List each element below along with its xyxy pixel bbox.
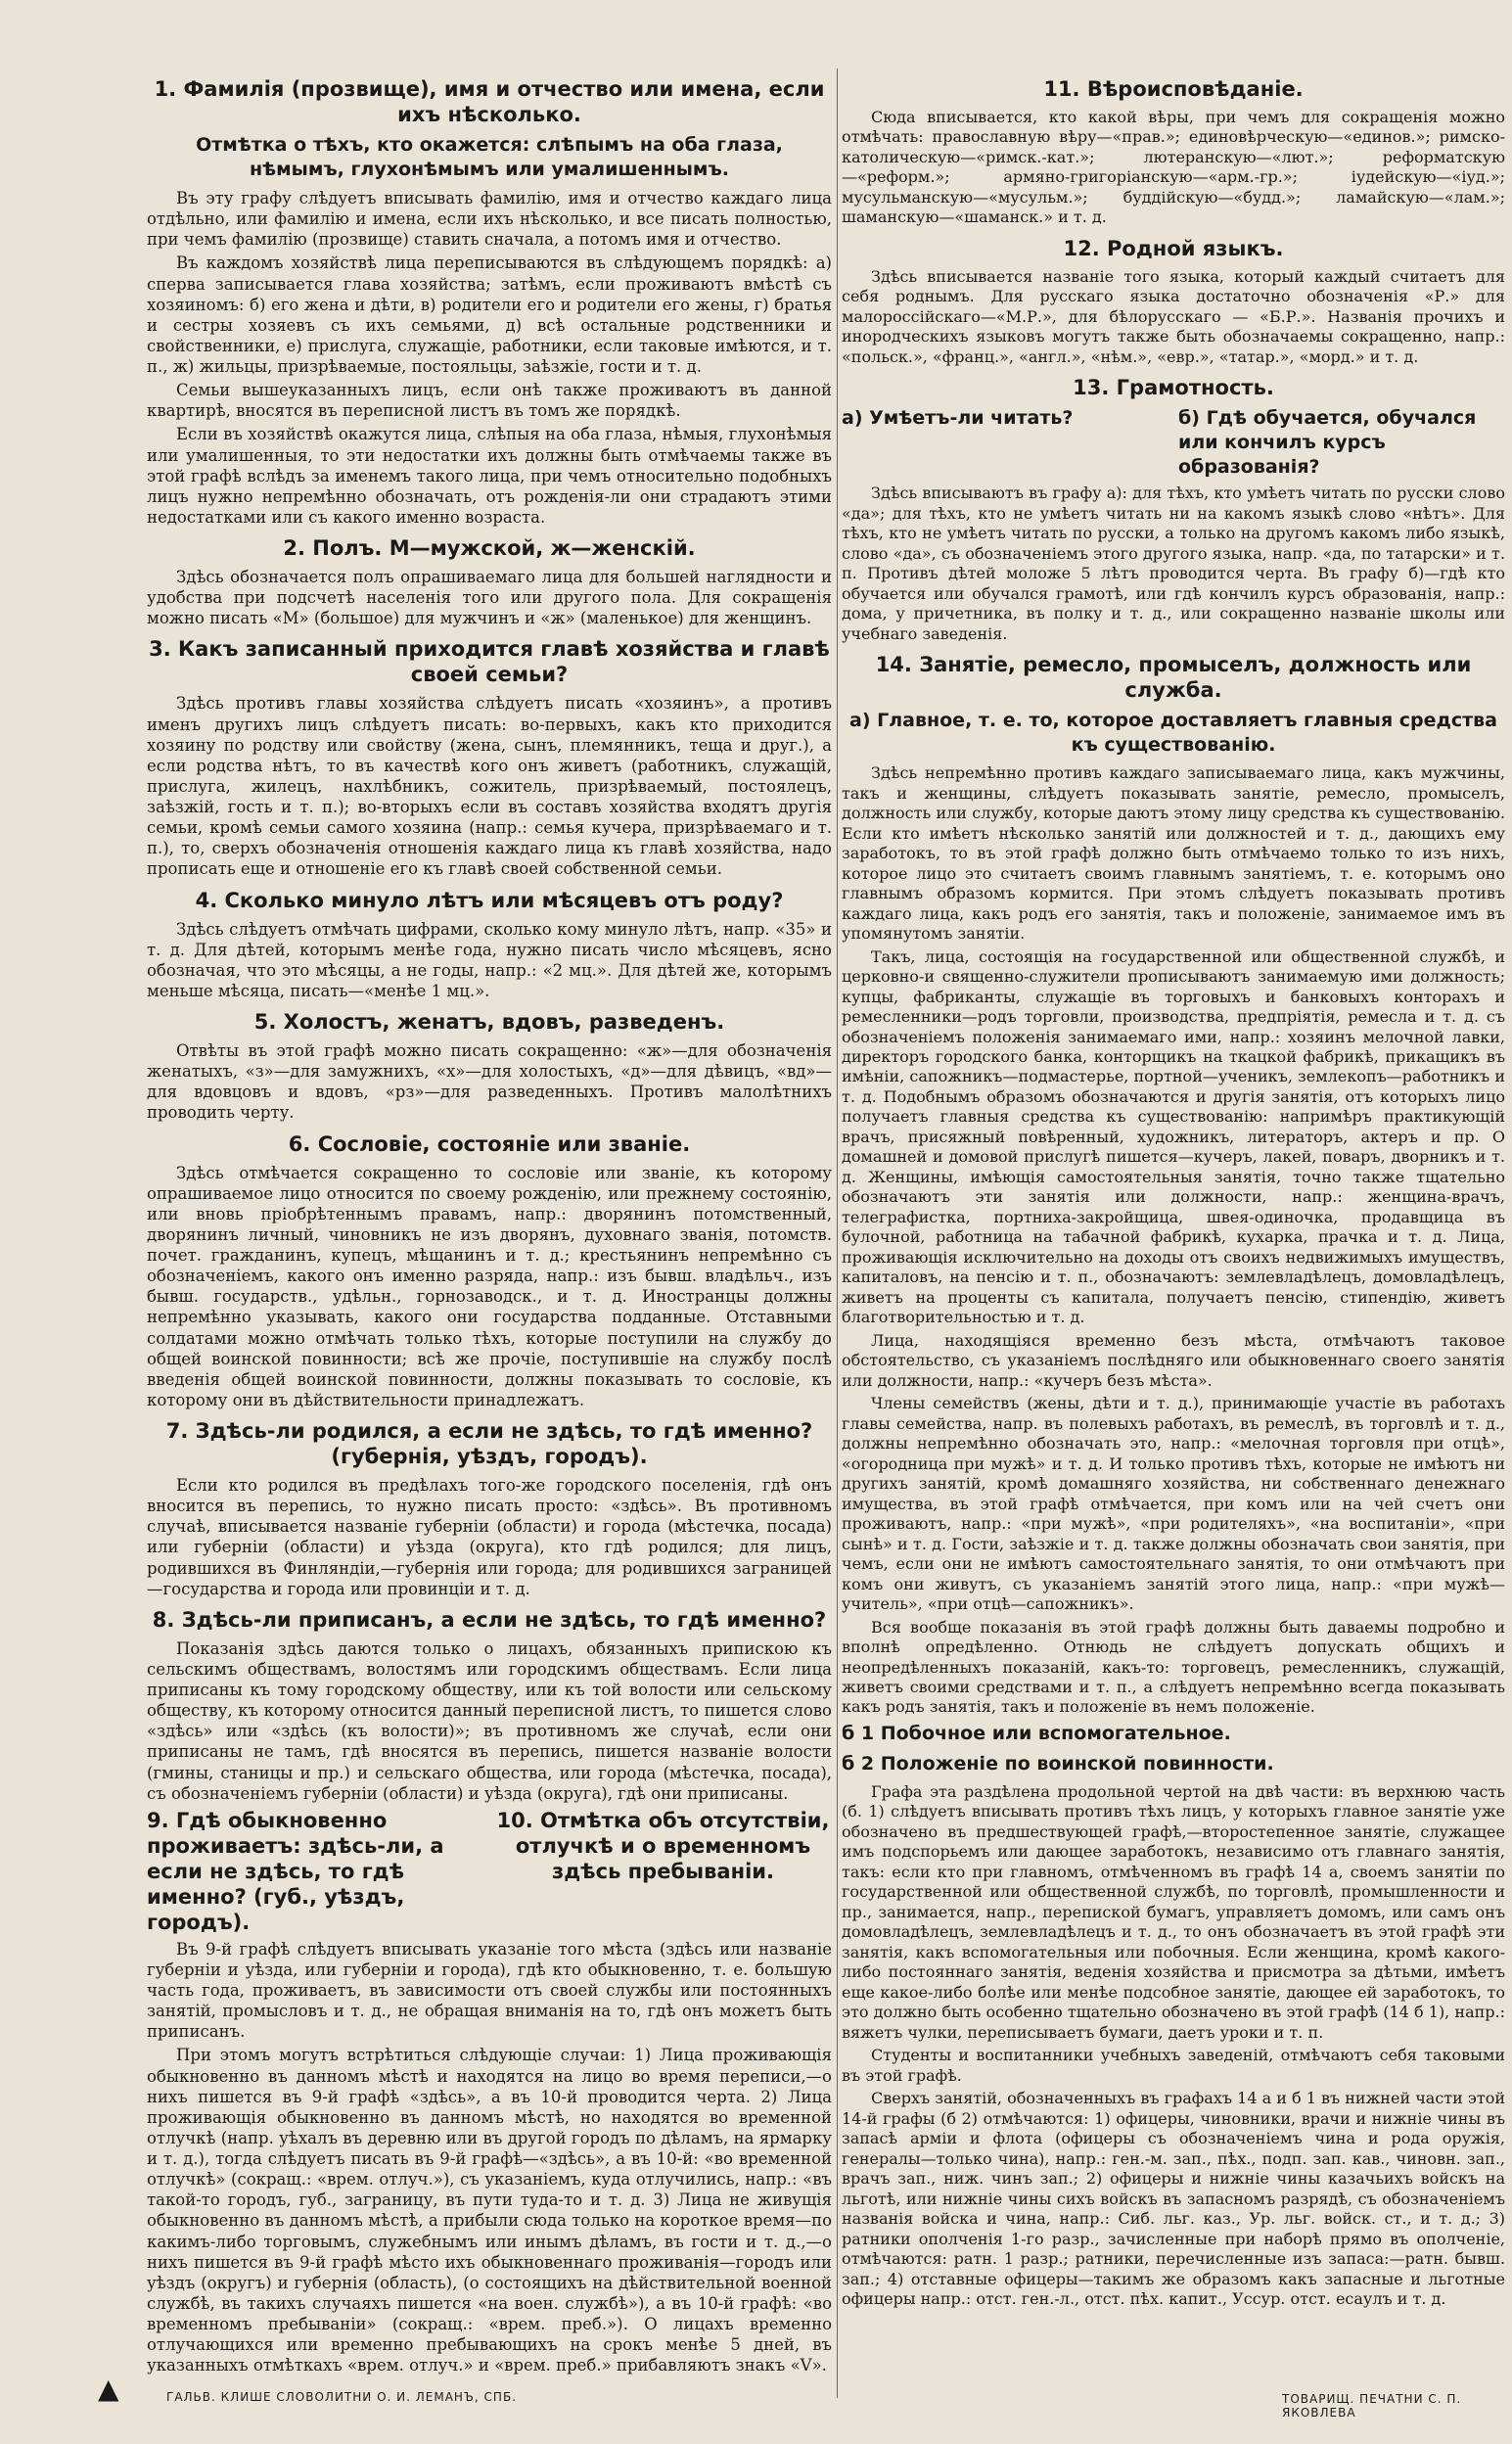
- section-14b1-title: б 1 Побочное или вспомогательное.: [842, 1722, 1231, 1744]
- printer-credit-right: ТОВАРИЩ. ПЕЧАТНИ С. П. ЯКОВЛЕВА: [1282, 2392, 1462, 2420]
- section-14a-title: а) Главное, т. е. то, которое доставляетъ главныя средства къ существованію.: [849, 710, 1497, 757]
- paragraph: Здѣсь непремѣнно противъ каждаго записываемаго лица, какъ мужчины, такъ и женщины, слѣдуетъ показывать занятіе, ремесло, промыселъ, должность или службу, которые даютъ этому лицу средства къ существованію. Если кто имѣетъ нѣсколько занятій или должностей и т. д., дающихъ ему заработокъ, то въ этой графѣ должно быть отмѣчаемо только то изъ нихъ, которое лицо это считаетъ своимъ главнымъ занятіемъ, т. е. которымъ оно главнымъ образомъ кормится. При этомъ слѣдуетъ показывать противъ каждаго лица, какъ родъ его занятія, такъ и положеніе, занимаемое имъ въ упомянутомъ занятіи.: [842, 763, 1505, 944]
- section-1-title: 1. Фамилія (прозвище), имя и отчество или имена, если ихъ нѣсколько.: [154, 77, 825, 126]
- paragraph: Отвѣты въ этой графѣ можно писать сокращенно: «ж»—для обозначенія женатыхъ, «з»—для замужнихъ, «х»—для холостыхъ, «д»—для дѣвицъ, «вд»—для вдовцовъ и вдовъ, «рз»—для разведенныхъ. Противъ малолѣтнихъ проводить черту.: [147, 1041, 832, 1123]
- paragraph: Сюда вписывается, кто какой вѣры, при чемъ для сокращенія можно отмѣчать: православную вѣру—«прав.»; единовѣрческую—«единов.»; римско-католическую—«римск.-кат.»; лютеранскую—«лют.»; реформатскую—«реформ.»; армяно-григоріанскую—«арм.-гр.»; іудейскую—«іуд.»; мусульманскую—«мусульм.»; буддійскую—«будд.»; ламайскую—«лам.»; шаманскую—«шаманск.» и т. д.: [842, 108, 1505, 227]
- paragraph: Сверхъ занятій, обозначенныхъ въ графахъ 14 а и б 1 въ нижней части этой 14-й графы (б 2) отмѣчаются: 1) офицеры, чиновники, врачи и нижніе чины въ запасѣ арміи и флота (офицеры съ обозначеніемъ чина и рода оружія, генералы—только чина), напр.: ген.-м. зап., пѣх., подп. зап. кав., чиновн. зап., врачъ зап., ниж. чинъ зап.; 2) офицеры и нижніе чины казачьихъ войскъ на льготѣ, или нижніе чины сихъ войскъ въ запасномъ разрядѣ, съ обозначеніемъ названія войска и чина, напр.: Сиб. льг. каз., Ур. льг. войск. ст., и т. д.; 3) ратники ополченія 1-го разр., зачисленные при наборѣ прямо въ ополченіе, отмѣчаются: ратн. 1 разр.; ратники, перечисленные изъ запаса:—ратн. бывш. зап.; 4) отставные офицеры—такимъ же образомъ какъ запасные и льготные офицеры напр.: отст. ген.-л., отст. пѣх. капит., Уссур. отст. есаулъ и т. д.: [842, 2089, 1505, 2309]
- paragraph: Въ каждомъ хозяйствѣ лица переписываются въ слѣдующемъ порядкѣ: а) сперва записывается глава хозяйства; затѣмъ, если проживаютъ вмѣстѣ съ хозяиномъ: б) его жена и дѣти, в) родители его и родители его жены, г) братья и сестры хозяевъ съ ихъ семьями, д) всѣ остальные родственники и свойственники, е) прислуга, служащіе, работники, если таковые имѣются, и т. п., ж) жильцы, призрѣваемые, постояльцы, заѣзжіе, гости и т. д.: [147, 254, 832, 376]
- section-13-title: 13. Грамотность.: [1073, 376, 1274, 400]
- paragraph: Показанія здѣсь даются только о лицахъ, обязанныхъ припискою къ сельскимъ обществамъ, волостямъ или городскимъ обществамъ. Если лица приписаны къ тому городскому обществу, или къ той волости или сельскому обществу, къ которому относится данный переписной листъ, то пишется слово «здѣсь» или «здѣсь (къ волости)»; въ противномъ же случаѣ, если они приписаны не тамъ, гдѣ вносятся въ перепись, пишется названіе волости (гмины, станицы и пр.) и сельскаго общества, или города (мѣстечка, посада), съ обозначеніемъ губерніи (области) и уѣзда (округа), гдѣ они приписаны.: [147, 1638, 832, 1803]
- section-1-subtitle: Отмѣтка о тѣхъ, кто окажется: слѣпымъ на оба глаза, нѣмымъ, глухонѣмымъ или умалишеннымъ.: [196, 134, 783, 180]
- section-6-title: 6. Сословіе, состояніе или званіе.: [288, 1131, 691, 1156]
- paragraph: Студенты и воспитанники учебныхъ заведеній, отмѣчаютъ себя таковыми въ этой графѣ.: [842, 2046, 1505, 2085]
- section-13b-title: б) Гдѣ обучается, обучался или кончилъ курсъ образованія?: [1178, 407, 1477, 479]
- section-12-title: 12. Родной языкъ.: [1063, 236, 1284, 260]
- right-column: [842, 69, 1505, 2313]
- paragraph: Здѣсь слѣдуетъ отмѣчать цифрами, сколько кому минуло лѣтъ, напр. «35» и т. д. Для дѣтей, которымъ менѣе года, нужно писать число мѣсяцевъ, ясно обозначая, что это мѣсяцы, а не годы, напр.: «2 мц.». Для дѣтей же, которымъ меньше мѣсяца, писать—«менѣе 1 мц.».: [147, 919, 832, 1000]
- section-5-title: 5. Холостъ, женатъ, вдовъ, разведенъ.: [253, 1010, 725, 1034]
- paragraph: При этомъ могутъ встрѣтиться слѣдующіе случаи: 1) Лица проживающія обыкновенно въ данномъ мѣстѣ и находятся на лицо во время переписи,—о нихъ пишется въ 9-й графѣ «здѣсь», а въ 10-й проводится черта. 2) Лица проживающія обыкновенно въ данномъ мѣстѣ, но находятся во временной отлучкѣ (напр. уѣхалъ въ деревню или въ другой городъ по дѣламъ, на ярмарку и т. д.), тогда слѣдуетъ писать въ 9-й графѣ—«здѣсь», а въ 10-й: «во временной отлучкѣ» (сокращ.: «врем. отлуч.»), съ указаніемъ, куда отлучились, напр.: «въ такой-то городъ, губ., заграницу, въ пути туда-то и т. д. 3) Лица не живущія обыкновенно въ данномъ мѣстѣ, а прибыли сюда только на короткое время—по какимъ-либо торговымъ, служебнымъ или инымъ дѣламъ, въ гости и т. д.,—о нихъ пишется въ 9-й графѣ мѣсто ихъ обыкновеннаго проживанія—городъ или уѣздъ (округъ) и губернія (область), (о состоящихъ на дѣйствительной военной службѣ, въ такихъ случаяхъ пишется «на воен. службѣ»), а въ 10-й графѣ: «во временномъ пребываніи» (сокращ.: «врем. преб.»). О лицахъ временно отлучающихся или временно пребывающихъ на срокъ менѣе 5 дней, въ указанныхъ отмѣткахъ «врем. отлуч.» и «врем. преб.» прибавляютъ знакъ «V».: [147, 2046, 832, 2375]
- section-8-title: 8. Здѣсь-ли приписанъ, а если не здѣсь, то гдѣ именно?: [152, 1607, 827, 1632]
- left-column: [147, 69, 832, 2378]
- printer-credit-left: ГАЛЬВ. КЛИШЕ СЛОВОЛИТНИ О. И. ЛЕМАНЪ, СПБ.: [166, 2390, 518, 2404]
- column-divider: [837, 69, 838, 2398]
- paragraph: Здѣсь отмѣчается сокращенно то сословіе или званіе, къ которому опрашиваемое лицо относится по своему рожденію, или прежнему состоянію, или вновь пріобрѣтеннымъ правамъ, напр.: дворянинъ потомственный, дворянинъ личный, чиновникъ не изъ дворянъ, духовнаго званія, потомств. почет. гражданинъ, купецъ, мѣщанинъ и т. д.; крестьянинъ непремѣнно съ обозначеніемъ, какого онъ именно разряда, напр.: изъ бывш. владѣльч., изъ бывш. государств., удѣльн., горнозаводск., и т. д. Иностранцы должны непремѣнно указывать, какого они государства подданные. Отставными солдатами можно отмѣчать только тѣхъ, которые поступили на службу до общей воинской повинности; всѣ же прочіе, поступившіе на службу послѣ введенія общей воинской повинности, должны показывать то сословіе, къ которому они въ дѣйствительности принадлежатъ.: [147, 1163, 832, 1409]
- sections-9-10-header: [147, 1808, 832, 1935]
- paragraph: Семьи вышеуказанныхъ лицъ, если онѣ также проживаютъ въ данной квартирѣ, вносятся въ переписной листъ въ томъ же порядкѣ.: [147, 381, 832, 421]
- section-3-title: 3. Какъ записанный приходится главѣ хозяйства и главѣ своей семьи?: [149, 637, 830, 687]
- paragraph: Если кто родился въ предѣлахъ того-же городского поселенія, гдѣ онъ вносится въ перепись, то нужно писать просто: «здѣсь». Въ противномъ случаѣ, вписывается названіе губерніи (области) и города (мѣстечка, посада) или губерніи (области) и уѣзда (округа), кто гдѣ родился; для лицъ, родившихся въ Финляндіи,—губернія или города; для родившихся заграницей—государства и города или провинціи и т. д.: [147, 1476, 832, 1598]
- paragraph: Здѣсь обозначается полъ опрашиваемаго лица для большей наглядности и удобства при подсчетѣ населенія того или другого пола. Для сокращенія можно писать «М» (большое) для мужчинъ и «ж» (маленькое) для женщинъ.: [147, 568, 832, 628]
- section-13-subheads: [842, 406, 1505, 480]
- paragraph: Графа эта раздѣлена продольной чертой на двѣ части: въ верхнюю часть (б. 1) слѣдуетъ вписывать противъ тѣхъ лицъ, у которыхъ главное занятіе уже обозначено въ предшествующей графѣ,—второстепенное занятіе, служащее имъ подспорьемъ или дающее заработокъ, независимо отъ главнаго занятія, такъ: если кто при главномъ, отмѣченномъ въ графѣ 14 а, своемъ занятіи по государственной или общественной службѣ, по торговлѣ, промышленности и пр., занимается, напр., перепиской бумагъ, управляетъ домомъ, или самъ онъ домовладѣлецъ, землевладѣлецъ и т. д., то онъ обозначаетъ въ этой графѣ эти занятія, какъ вспомогательныя или побочныя. Если женщина, кромѣ какого-либо постояннаго занятія, веденія хозяйства и присмотра за дѣтьми, имѣетъ еще какое-либо болѣе или менѣе подсобное занятіе, дающее ей заработокъ, то это должно быть особенно тщательно обозначено въ этой графѣ (14 б 1), напр.: вяжетъ чулки, переписываетъ бумаги, даетъ уроки и т. п.: [842, 1781, 1505, 2042]
- corner-mark-icon: ▲: [98, 2373, 119, 2405]
- paragraph: Лица, находящіяся временно безъ мѣста, отмѣчаютъ таковое обстоятельство, съ указаніемъ послѣдняго или обыкновеннаго своего занятія или должности, напр.: «кучеръ безъ мѣста».: [842, 1330, 1505, 1390]
- paragraph: Здѣсь вписывается названіе того языка, который каждый считаетъ для себя роднымъ. Для русскаго языка достаточно обозначенія «Р.» для малороссійскаго—«М.Р.», для бѣлорусскаго — «Б.Р.». Названія прочихъ и инородческихъ языковъ могутъ также быть обозначаемы сокращенно, напр.: «польск.», «франц.», «англ.», «нѣм.», «евр.», «татар.», «морд.» и т. д.: [842, 266, 1505, 366]
- section-7-title: 7. Здѣсь-ли родился, а если не здѣсь, то гдѣ именно? (губернія, уѣздъ, городъ).: [165, 1419, 813, 1468]
- section-9-title: 9. Гдѣ обыкновенно проживаетъ: здѣсь-ли, а если не здѣсь, то гдѣ именно? (губ., уѣздъ, городъ).: [147, 1808, 444, 1934]
- paragraph: Члены семействъ (жены, дѣти и т. д.), принимающіе участіе въ работахъ главы семейства, напр. въ полевыхъ работахъ, въ ремеслѣ, въ торговлѣ и т. д., должны непремѣнно обозначать это, напр.: «мелочная торговля при отцѣ», «огородница при мужѣ» и т. д. И только противъ тѣхъ, которые не имѣютъ ни другихъ занятій, кромѣ домашняго хозяйства, ни собственнаго денежнаго имущества, въ этой графѣ отмѣчается, при комъ или на чей счетъ они проживаютъ, напр.: «при мужѣ», «при родителяхъ», «на воспитаніи», «при сынѣ» и т. д. Гости, заѣзжіе и т. д. также должны обозначать свои занятія, при чемъ, если они не имѣютъ самостоятельнаго занятія, то они отмѣчаютъ при комъ они живутъ, съ указаніемъ занятій этого лица, напр.: «при мужѣ—учитель», «при отцѣ—сапожникъ».: [842, 1394, 1505, 1614]
- section-14-title: 14. Занятіе, ремесло, промыселъ, должность или служба.: [875, 653, 1472, 703]
- paragraph: Такъ, лица, состоящія на государственной или общественной службѣ, и церковно-и священно-служители прописываютъ занимаемую ими должность; купцы, фабриканты, служащіе въ торговыхъ и банковыхъ конторахъ и ремесленники—родъ торговли, производства, предпріятія, ремесла и т. д. съ обозначеніемъ положенія занимаемаго ими, напр.: хозяинъ мелочной лавки, директоръ городского банка, конторщикъ на ткацкой фабрикѣ, прикащикъ въ имѣніи, сапожникъ—подмастерье, портной—ученикъ, землекопъ—работникъ и т. д. Подобнымъ образомъ обозначаются и другія занятія, отъ которыхъ лицо получаетъ главныя средства къ существованію: напримѣръ практикующій врачъ, присяжный повѣренный, художникъ, литераторъ, актеръ и пр. О домашней и домовой прислугѣ пишется—кучеръ, лакей, поваръ, дворникъ и т. д. Женщины, имѣющія самостоятельныя занятія, точно также тщательно обозначаютъ эти занятія или должности, напр.: женщина-врачъ, телеграфистка, портниха-закройщица, швея-одиночка, продавщица въ булочной, работница на табачной фабрикѣ, кухарка, прачка и т. д. Лица, проживающія исключительно на доходы отъ своихъ недвижимыхъ имуществъ, капиталовъ, на пенсію и т. п., обозначаютъ: землевладѣлецъ, домовладѣлецъ, живетъ на проценты съ капитала, получаетъ пенсію, стипендію, живетъ благотворительностью и т. д.: [842, 946, 1505, 1327]
- paragraph: Въ 9-й графѣ слѣдуетъ вписывать указаніе того мѣста (здѣсь или названіе губерніи и уѣзда, или губерніи и города), гдѣ кто обыкновенно, т. е. большую часть года, проживаетъ, въ зависимости отъ своей службы или постоянныхъ занятій, промысловъ и т. д., не обращая вниманія на то, гдѣ онъ можетъ быть приписанъ.: [147, 1939, 832, 2042]
- section-13a-title: а) Умѣетъ-ли читать?: [842, 407, 1074, 430]
- section-14b2-title: б 2 Положеніе по воинской повинности.: [842, 1752, 1274, 1775]
- section-11-title: 11. Вѣроисповѣданіе.: [1043, 77, 1304, 101]
- paragraph: Здѣсь противъ главы хозяйства слѣдуетъ писать «хозяинъ», а противъ именъ другихъ лицъ слѣдуетъ писать: во-первыхъ, какъ кто приходится хозяину по родству или свойству (жена, сынъ, племянникъ, теща и друг.), а если родства нѣтъ, то въ качествѣ кого онъ живетъ (работникъ, служащій, прислуга, жилецъ, нахлѣбникъ, сожитель, призрѣваемый, постоялецъ, заѣзжій, гость и т. п.); во-вторыхъ если въ составъ хозяйства входятъ другія семьи, кромѣ семьи самого хозяина (напр.: семья кучера, призрѣваемаго и т. п.), то, сверхъ обозначенія отношенія каждаго лица къ главѣ хозяйства, надо прописать еще и отношеніе его къ главѣ своей собственной семьи.: [147, 694, 832, 879]
- section-4-title: 4. Сколько минуло лѣтъ или мѣсяцевъ отъ роду?: [195, 888, 784, 912]
- section-10-title: 10. Отмѣтка объ отсутствіи, отлучкѣ и о временномъ здѣсь пребываніи.: [496, 1808, 830, 1883]
- paragraph: Вся вообще показанія въ этой графѣ должны быть даваемы подробно и вполнѣ опредѣленно. Отнюдь не слѣдуетъ допускать общихъ и неопредѣленныхъ показаній, какъ-то: торговецъ, ремесленникъ, служащій, живетъ своими средствами и т. п., а слѣдуетъ непремѣнно всегда показывать какъ родъ занятія, такъ и положеніе въ немъ положеніе.: [842, 1617, 1505, 1717]
- paragraph: Въ эту графу слѣдуетъ вписывать фамилію, имя и отчество каждаго лица отдѣльно, или фамилію и имена, если ихъ нѣсколько, и все писать полностью, при чемъ фамилію (прозвище) ставить сначала, а потомъ имя и отчество.: [147, 189, 832, 250]
- paragraph: Здѣсь вписываютъ въ графу а): для тѣхъ, кто умѣетъ читать по русски слово «да»; для тѣхъ, кто не умѣетъ читать ни на какомъ языкѣ слово «нѣтъ». Для тѣхъ, кто не умѣетъ читать по русски, а только на другомъ какомъ либо языкѣ, слово «да», съ обозначеніемъ этого другого языка, напр. «да, по татарски» и т. п. Противъ дѣтей моложе 5 лѣтъ проводится черта. Въ графу б)—гдѣ кто обучается или обучался грамотѣ, или гдѣ кончилъ курсъ образованія, напр.: дома, у причетника, въ полку и т. д., или сокращенно названіе школы или учебнаго заведенія.: [842, 484, 1505, 643]
- paragraph: Если въ хозяйствѣ окажутся лица, слѣпыя на оба глаза, нѣмыя, глухонѣмыя или умалишенныя, то эти недостатки ихъ должны быть отмѣчаемы также въ этой графѣ вслѣдъ за именемъ такого лица, при чемъ относительно подобныхъ лицъ нужно непремѣнно обозначать, отъ рожденія-ли они страдаютъ этими недостатками или съ какого именно возраста.: [147, 425, 832, 527]
- section-2-title: 2. Полъ. М—мужской, ж—женскій.: [283, 536, 696, 560]
